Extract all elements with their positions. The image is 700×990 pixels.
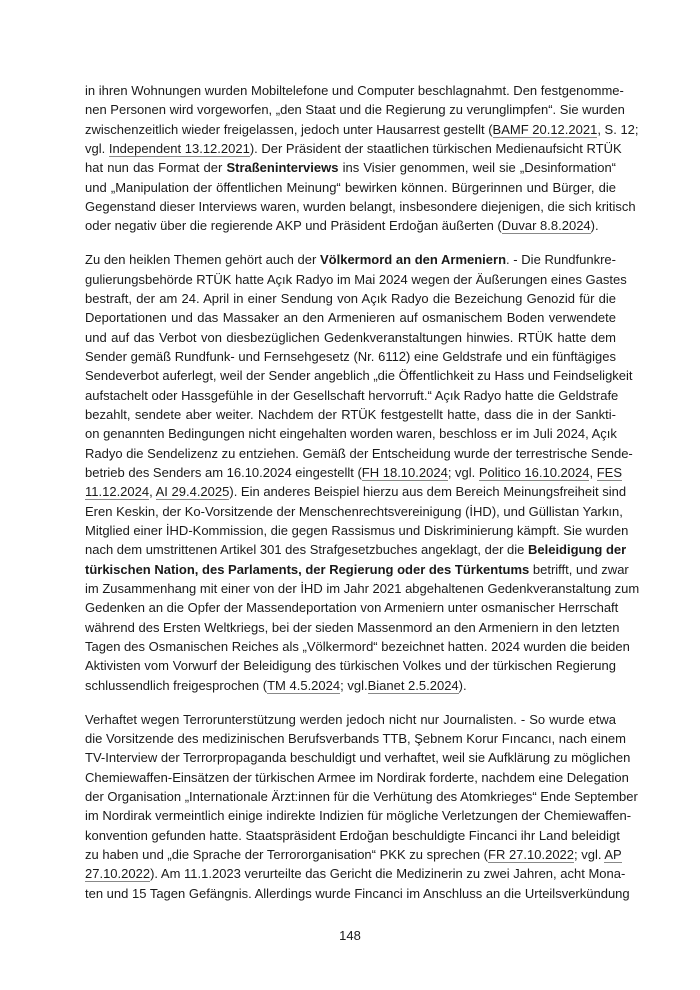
text-line [85,637,630,656]
text-run: nen Personen wird vorgeworfen, „den Staat und die Regierung zu verunglimpfen“. Sie wurden [85,102,625,118]
text-run: vgl. [85,141,109,157]
text-run: , [589,465,597,481]
text-run: aufstachelt oder Hassgefühle in der Gesellschaft hervorruft.“ Açık Radyo hatte die Geldstrafe [85,387,619,403]
text-line [85,482,627,501]
text-run: ten und 15 Tagen Gefängnis. Allerdings wurde Fincanci im Anschluss an die Urteilsverkündung [85,885,630,901]
text-run: bezahlt, sendete aber weiter. Nachdem der RTÜK festgestellt hatte, dass die in der Sankti- [85,407,616,422]
source-link[interactable]: Duvar 8.8.2024 [501,218,591,234]
text-line [85,598,619,617]
text-run: ; vgl. [340,677,368,693]
bold-text: Völkermord an den Armeniern [319,252,507,268]
text-line [85,521,629,540]
paragraph [85,250,640,695]
paragraph [85,710,638,903]
text-line [85,845,622,864]
text-line [85,710,616,729]
source-link[interactable]: FH 18.10.2024 [361,465,448,481]
text-line [85,618,620,637]
text-run: Eren Keskin, der Ko-Vorsitzende der Menschenrechtsvereinigung (İHD), und Güllistan Yarkın, [85,503,623,519]
text-run: die Vorsitzende des medizinischen Berufsverbands TTB, Şebnem Korur Fıncancı, nach einem [85,731,626,746]
text-run: Verhaftet wegen Terrorunterstützung werden jedoch nicht nur Journalisten. - So wurde etwa [85,711,616,727]
text-run: Chemiewaffen-Einsätzen der türkischen Armee im Nordirak forderte, nachdem eine Delegation [85,769,629,785]
text-run: Deportationen und das Massaker an den Armenieren auf osmanischem Boden verwendete [85,310,616,326]
text-run: im Zusammenhang mit einer von der İHD im Jahr 2021 abgehaltenen Gedenkveranstaltung zum [85,581,640,597]
text-line [85,748,631,767]
text-line [85,540,627,559]
text-run: TV-Interview der Terrorpropaganda beschuldigt und verhaftet, weil sie Aufklärung zu möglichen [85,750,631,766]
text-line [85,787,638,806]
text-line [85,158,616,177]
text-run: zu haben und „die Sprache der Terrororganisation“ PKK zu sprechen ( [85,847,488,863]
text-run: , [149,484,156,500]
text-line [85,884,630,903]
source-link[interactable]: Independent 13.12.2021 [108,141,250,157]
text-run: Mitglied einer İHD-Kommission, die gegen Rassismus und Diskriminierung kämpft. Sie wurden [85,523,629,539]
text-run: , S. 12; [597,121,639,137]
text-run: in ihren Wohnungen wurden Mobiltelefone und Computer beschlagnahmt. Den festgenomme- [85,83,624,98]
text-line [85,560,629,579]
text-line [85,676,616,695]
text-run: während des Ersten Weltkriegs, bei der sieden Massenmord an den Armeniern in den letzten [85,619,620,635]
text-run: Radyo die Sendelizenz zu entziehen. Gemäß der Entscheidung wurde der terrestrische Sende- [85,445,633,461]
text-run: gulierungsbehörde RTÜK hatte Açık Radyo im Mai 2024 wegen der Äußerungen eines Gastes [85,271,627,287]
page-number: 148 [339,928,361,943]
text-line [85,463,623,482]
text-line [85,250,616,269]
text-line [85,81,624,100]
source-link[interactable]: FES [596,465,623,481]
text-line [85,347,616,366]
text-line [85,405,616,424]
text-line [85,197,636,216]
text-line [85,806,632,825]
text-run: oder negativ über die regierende AKP und Präsident Erdoğan äußerten ( [85,218,502,234]
source-link[interactable]: TM 4.5.2024 [267,677,341,693]
text-run: ). Ein anderes Beispiel hierzu aus dem Bereich Meinungsfreiheit sind [229,484,627,500]
text-line [85,100,625,119]
bold-text: Straßeninterviews [226,160,339,176]
text-run: konvention gefunden hatte. Staatspräsident Erdoğan beschuldigte Fincanci ihr Land beleidigt [85,827,620,843]
text-line [85,768,629,787]
text-line [85,289,616,308]
text-line [85,120,639,139]
source-link[interactable]: BAMF 20.12.2021 [492,121,598,137]
text-line [85,386,619,405]
text-run: Sendeverbot auferlegt, weil der Sender angeblich „die Öffentlichkeit zu Hass und Feindseligkeit [85,368,633,384]
text-run: bestraft, der am 24. April in einer Sendung von Açık Radyo die Bezeichung Genozid für die [85,290,616,306]
text-run: der Organisation „Internationale Ärzt:innen für die Verhütung des Atomkrieges“ Ende September [85,789,638,805]
text-run: betrifft, und zwar [529,561,629,577]
text-run: Gedenken an die Opfer der Massendeportation von Armeniern unter osmanischer Herrschaft [85,600,619,616]
source-link[interactable]: AI 29.4.2025 [155,484,230,500]
source-link[interactable]: FR 27.10.2022 [488,847,575,863]
text-line [85,424,616,443]
paragraph [85,81,639,236]
text-line [85,328,616,347]
text-run: ). Der Präsident der staatlichen türkischen Medienaufsicht RTÜK [249,141,622,157]
document-body [85,81,640,918]
text-run: ; vgl. [447,465,479,481]
text-line [85,502,623,521]
text-run: on genannten Bedingungen nicht eingehalten worden waren, beschloss er im Juli 2024, Açık [85,426,617,442]
text-run: Tagen des Osmanischen Reiches als „Völkermord“ bezeichnet hatten. 2024 wurden die beiden [85,639,630,655]
source-link[interactable]: Bianet 2.5.2024 [367,677,459,693]
text-line [85,270,627,289]
source-link[interactable]: 11.12.2024 [85,484,150,500]
bold-text: Beleidigung der [527,542,627,558]
text-run: Gegenstand dieser Interviews waren, wurden belangt, insbesondere diejenigen, die sich kritisch [85,199,636,215]
text-line [85,308,616,327]
text-line [85,579,640,598]
text-run: ; vgl. [574,847,605,863]
source-link[interactable]: AP [604,847,622,863]
source-link[interactable]: Politico 16.10.2024 [478,465,590,481]
text-line [85,826,620,845]
text-run: und „Manipulation der öffentlichen Meinung“ bewirken können. Bürgerinnen und Bürger, die [85,179,616,195]
text-run: ). Am 11.1.2023 verurteilte das Gericht die Medizinerin zu zwei Jahren, acht Mona- [150,866,626,882]
text-line [85,139,622,158]
text-run: . - Die Rundfunkre- [506,252,616,268]
text-line [85,366,633,385]
text-line [85,216,616,235]
text-run: im Nordirak vermeintlich einige indirekte Indizien für mögliche Verletzungen der Chemiewaffen- [85,808,632,824]
text-line [85,178,616,197]
text-run: Zu den heiklen Themen gehört auch der [85,252,320,268]
text-line [85,656,616,675]
text-run: zwischenzeitlich wieder freigelassen, jedoch unter Hausarrest gestellt ( [85,121,493,137]
text-run: ). [590,218,599,234]
bold-text: türkischen Nation, des Parlaments, der Regierung oder des Türkentums [85,561,530,577]
text-run: schlussendlich freigesprochen ( [85,677,268,693]
text-run: Sender gemäß Rundfunk- und Fernsehgesetz (Nr. 6112) eine Geldstrafe und ein fünftägiges [85,348,616,364]
text-run: betrieb des Senders am 16.10.2024 eingestellt ( [85,465,362,481]
text-line [85,864,626,883]
text-run: Aktivisten vom Vorwurf der Beleidigung des türkischen Volkes und der türkischen Regierung [85,658,616,674]
text-run: ). [458,677,467,693]
text-run: ins Visier genommen, weil sie „Desinformation“ [338,160,616,176]
text-run: hat nun das Format der [85,160,227,176]
text-run: und auf das Verbot von diesbezüglichen Gedenkveranstaltungen hinwies. RTÜK hatte dem [85,329,616,345]
text-run: nach dem umstrittenen Artikel 301 des Strafgesetzbuches angeklagt, der die [85,542,528,558]
source-link[interactable]: 27.10.2022 [85,866,151,882]
text-line [85,444,633,463]
text-line [85,729,626,748]
